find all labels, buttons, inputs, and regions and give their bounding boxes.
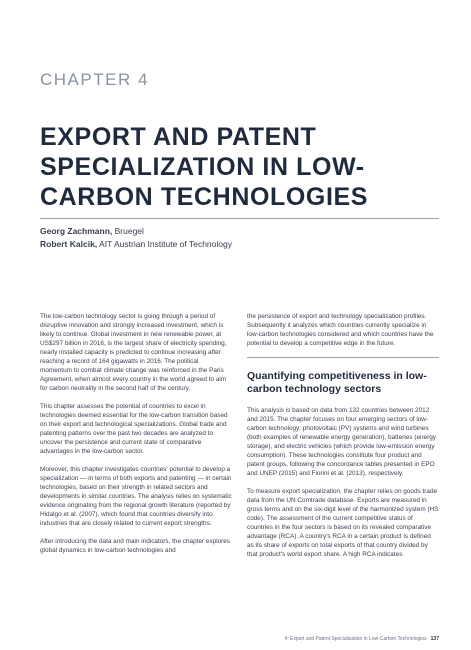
author-name: Robert Kalcik, xyxy=(40,239,98,249)
page-footer xyxy=(284,636,439,642)
body-paragraph: After introducing the data and main indicators, the chapter explores global dynamics in low-carbon technologies and xyxy=(40,538,231,554)
right-column xyxy=(247,312,439,568)
title-line: EXPORT AND PATENT xyxy=(40,123,317,151)
body-paragraph: This analysis is based on data from 132 countries between 2012 and 2015. The chapter focuses on four emerging sectors of low-carbon technology: photovoltaic (PV) systems and wind turbines (both examples of renewable energy generation), batteries (energy storage), and electric vehicles (which provide low-emission energy consumption). These technologies constitute four product and patent groups, following the concordance tables presented in EPO and UNEP (2015) and Fiorini et al. (2013), respectively. xyxy=(247,407,436,477)
chapter-title xyxy=(40,122,440,212)
section-heading: Quantifying competitiveness in low-carbon technology sectors xyxy=(247,370,427,395)
author-affiliation: AIT Austrian Institute of Technology xyxy=(97,239,232,249)
author-line xyxy=(40,225,232,238)
page-number: 137 xyxy=(430,636,439,642)
title-line: CARBON TECHNOLOGIES xyxy=(40,183,369,211)
title-divider xyxy=(40,218,439,219)
author-line xyxy=(40,238,232,251)
running-footer-text: 4: Export and Patent Specialization in Low-Carbon Technologies xyxy=(284,636,427,642)
body-paragraph: the persistence of export and technology specialization profiles. Subsequently it analyzes which countries currently specialize in low-carbon technologies considered and which countries have the potential to develop a competitive edge in the future. xyxy=(247,313,434,347)
left-column xyxy=(40,312,232,564)
body-paragraph: The low-carbon technology sector is going through a period of disruptive innovation and strongly increased investment, which is likely to continue. Global investment in new renewable power, at US$297 billion in 2016, is the largest share of electricity spending, nearly installed capacity is predicted to continue increasing after reaching a record of 164 gigawatts in 2016. The political momentum to combat climate change was reinforced in the Paris Agreement, when almost every country in the world agreed to aim for carbon neutrality in the second half of the century. xyxy=(40,313,227,392)
body-paragraph: This chapter assesses the potential of countries to excel in technologies deemed essential for the low-carbon transition based on their export and technological specializations. Global trade and patenting patterns over the past two decades are analyzed to uncover the persistence and current state of comparative advantages in the low-carbon sector. xyxy=(40,403,228,455)
chapter-label: CHAPTER 4 xyxy=(40,70,149,89)
body-paragraph: Moreover, this chapter investigates countries' potential to develop a specialization — in terms of both exports and patenting — in certain technologies, based on their strength in related sectors and developments in similar countries. The analysis relies on systematic evidence originating from the regional growth literature (reported by Hidalgo et al. (2007), which found that countries diversify into industries that are closely related to current export strengths. xyxy=(40,466,232,527)
authors-block xyxy=(40,225,232,251)
body-paragraph: To measure export specialization, the chapter relies on goods trade data from the UN Comtrade database. Exports are measured in gross terms and on the six-digit level of the harmonized system (HS code). The assessment of the current competitive status of countries in the four sectors is based on its revealed comparative advantage (RCA). A country's RCA in a certain product is defined as its share of exports on total exports of that country divided by that product's world export share. A high RCA indicates xyxy=(247,488,439,558)
section-divider xyxy=(247,357,439,358)
author-affiliation: Bruegel xyxy=(112,226,144,236)
title-line: SPECIALIZATION IN LOW- xyxy=(40,153,365,181)
author-name: Georg Zachmann, xyxy=(40,226,113,236)
